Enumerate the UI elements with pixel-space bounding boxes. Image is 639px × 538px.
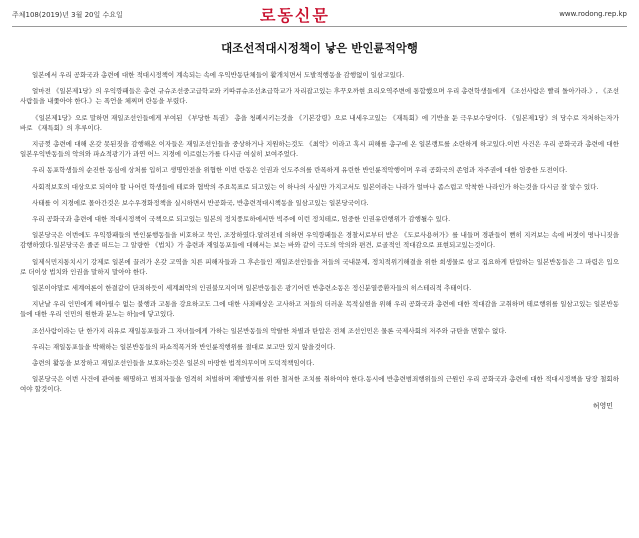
article-author: 허영민 <box>592 401 613 410</box>
newspaper-logo: 로동신문 <box>260 6 330 25</box>
article-paragraph: 얼마전 《일본제1당》의 우익깡패들은 총련 규슈조선중고급학교와 키따큐슈조선초급학교가 자리잡고있는 후꾸오까현 요리오역주변에 통합했으며 우리 총련학생들에게 《조선사람은 빨리 돌아가라.》, 《조선사람들을 내쫓아야 한다.》는 폭언을 체찌며 란동을 부렸다. <box>20 87 619 106</box>
article-paragraph: 일본에서 우리 공화국과 총련에 대한 적대시정책이 계속되는 속에 우익반동단체들이 활개치면서 도발적행동을 감행없이 일삼고있다. <box>32 71 405 79</box>
article-paragraph: 조선사람이라는 단 한가지 리유로 재일동포들과 그 자녀들에게 가하는 일본반동들의 악랄한 차별과 탄압은 전체 조선인민은 물론 국제사회의 저주와 규탄을 면할수 없다. <box>32 326 507 335</box>
article-paragraph: 지금껏 총련에 대해 온갖 못된짓을 감행해온 이자들은 재일조선인들을 중상하거나 지원하는것도 《최악》이라고 혹시 피해를 총구에 온 일본랭트를 소란하게 하고있다.이번 사건은 우리 공화국과 총련에 대한 일본우익반동들의 악의와 파쇼적광기가 과연 어느 지경에 이르렀는가를 다시금 여실히 보여주었다. <box>20 140 619 159</box>
article-paragraph: 우리는 재일동포들을 박해하는 일본반동들의 파쇼적폭거와 반인륜적행위를 절대로 보고만 있지 않을것이다. <box>32 342 336 351</box>
website-url: www.rodong.rep.kp <box>559 10 627 18</box>
article-title: 대조선적대시정책이 낳은 반인륜적악행 <box>221 41 418 55</box>
article-paragraph: 총련의 활동을 보장하고 재일조선인들을 보호하는것은 일본의 마땅한 법적의무이며 도덕적책임이다. <box>32 359 315 368</box>
masthead <box>12 0 627 27</box>
article-paragraph: 지난날 우리 인민에게 헤아릴수 없는 불행과 고통을 강요하고도 그에 대한 사죄배상은 고사하고 저들의 더러운 목적실현을 위해 우리 공화국과 총련에 대한 적대감을 고취하며 테로행위를 일삼고있는 일본반동들에 대한 우리 인민의 원한과 분노는 하늘에 닿고있다. <box>20 300 619 319</box>
article-paragraph: 일본이야말로 세계여론이 한결같이 단죄하듯이 세계최악의 인권불모지이며 일본반동들은 광기어린 반총련소동은 정신분열증환자들의 히스테리적 추태이다. <box>32 284 472 293</box>
article-paragraph: 우리 동포학생들의 순진한 동심에 상처를 입히고 생명안전을 위협한 이번 란동은 인권과 인도주의를 란폭하게 유린한 반인륜적악행이며 우리 공화국의 존엄과 자주권에 대한 엄중한 도전이다. <box>32 166 568 175</box>
article-paragraph: 우리 공화국과 총련에 대한 적대시정책이 국책으로 되고있는 일본의 정치풍토하에서만 빅주에 이런 정치테로, 엄중한 인권유린행위가 감행될수 있다. <box>32 215 451 224</box>
article-paragraph: 《일본제1당》으로 말하면 재일조선인들에게 부여된 《부당한 특권》 총을 청폐시키는것을 《기본강령》으로 내세우고있는 《재특회》에 기반을 둔 극우보수당이다. 《일본제1당》의 당수로 자처하는자가 바로 《재특회》의 후루이다. <box>20 113 619 132</box>
article-body <box>12 70 627 411</box>
article-paragraph: 일제식민지통치시기 강제로 일본에 끌려가 온갖 고역을 치른 피해자들과 그 후손들인 재일조선인들을 저들의 국내문제, 정치적위기해결을 위한 희생물로 삼고 집요하게 탄압하는 일본반동들은 그 파렴은 입으로 더이상 법치와 인권을 말하지 말아야 한다. <box>20 257 619 276</box>
issue-date: 주체108(2019)년 3월 20일 수요일 <box>12 11 123 19</box>
article-paragraph: 사태를 이 지경에로 몰아간것은 보수우경화정책을 실시하면서 반공화국, 반총련적대시책동을 일삼고있는 일본당국이다. <box>32 198 369 207</box>
article-paragraph: 일본당국은 이번 사건에 관여를 해명하고 범죄자들을 엄격히 처벌하며 재발방지를 위한 철저한 조치를 취하여야 한다.동시에 반총련범죄행위들의 근원인 우리 공화국과 총련에 대한 적대시정책을 당장 철회하여야 할것이다. <box>20 375 619 394</box>
article-paragraph: 사회적보호의 대상으로 되여야 할 나어린 학생들에 테로와 협박의 주요목표로 되고있는 이 하나의 사실만 가지고서도 일본이라는 나라가 얼마나 좀스럽고 악착한 나라인가 하는것을 다시금 잘 알수 있다. <box>32 182 599 191</box>
article-paragraph: 일본당국은 이번에도 우익깡패들의 반인륜행동들을 비호하고 묵인, 조장하였다.알려진데 의하면 우익깡패들은 경찰서로부터 받은 《도로사용허가》를 내들며 경관들이 뻔히 지켜보는 속에 버젓이 떵나니짓을 감행하였다.일본당국은 줄곧 떠드는 그 알량한 《법치》가 총련과 재일동포들에 대해서는 보는 바와 같이 극도의 악의와 편견, 로골적인 적대감으로 표현되고있는것이다. <box>20 231 619 250</box>
